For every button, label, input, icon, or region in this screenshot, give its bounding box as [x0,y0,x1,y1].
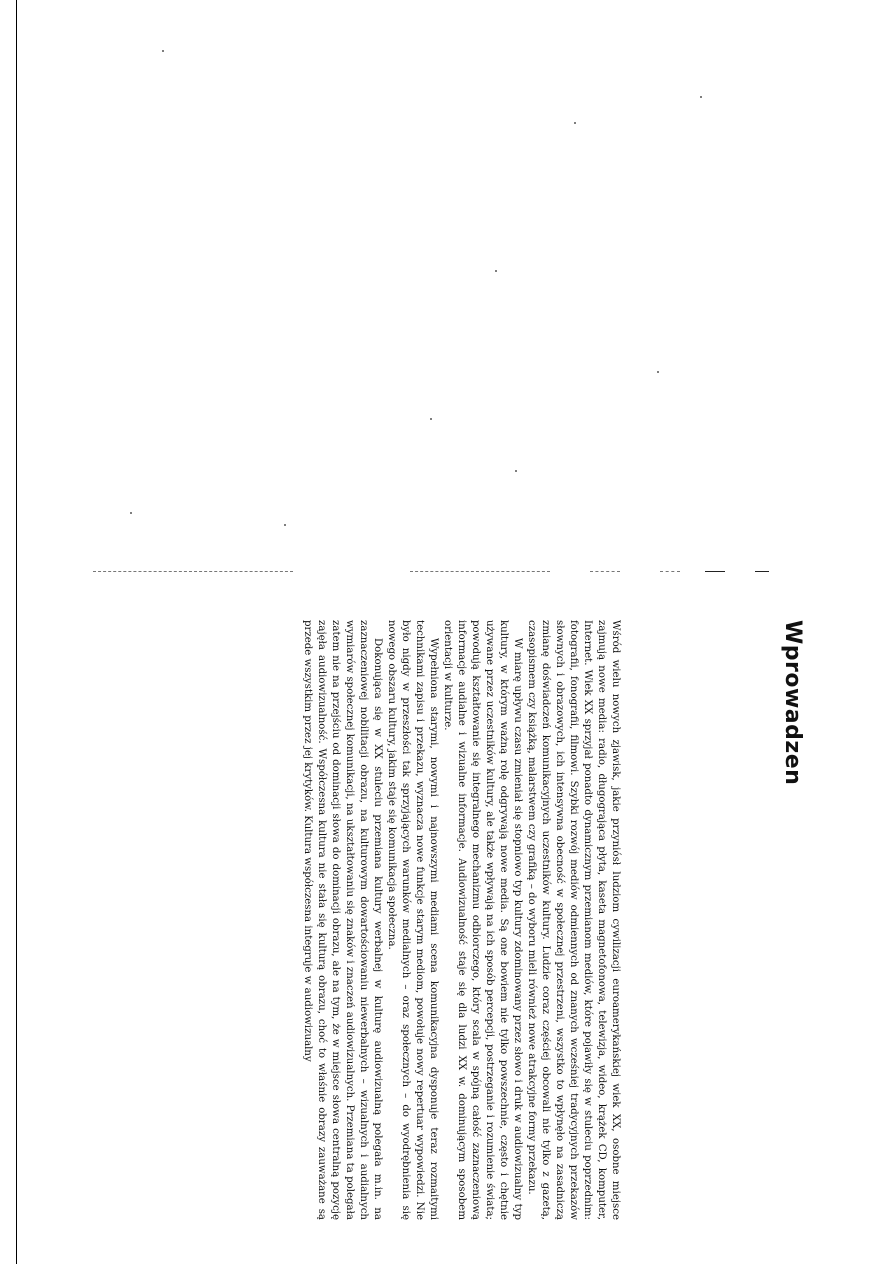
scan-artifact-line [93,571,293,572]
chapter-heading: Wprowadzen [780,620,805,786]
body-text [300,620,622,1220]
scan-artifact-line [705,571,725,572]
paragraph: Wypełniona starymi, nowymi i najnowszymi mediami scena komunikacyjna dysponuje teraz rozmaitymi technikami zapisu i przekazu, wyznacza nowe funkcje starym mediom, powołuje nowy repertuar wypowiedzi. Nie było nigdy w przeszłości tak sprzyjających warunków medialnych – oraz społecznych – do wyodrębnienia się nowego obszaru kultury, jakim staje się komunikacja społeczna. [386,620,439,1220]
paragraph: W miarę upływu czasu zmieniał się stopniowo typ kultury zdominowany przez słowo i druk w audiowizualny typ kultury, w którym ważną rolę odgrywają nowe media. Są one bowiem nie tylko powszechnie, często i chętnie używane przez uczestników kultury, ale także wpływają na ich sposób percepcji, postrzeganie i rozumienie świata; powodują kształtowanie się integralnego mechanizmu odbiorczego, który scala w spójną całość zaznaczeniową informacje audialne i wizualne informacje. Audiowizualność staje się dla ludzi XX w. dominującym sposobem orientacji w kulturze. [442,620,523,1220]
scan-artifact-line [590,571,620,572]
scan-artifact-line [755,571,769,572]
paragraph: Dokonująca się w XX stuleciu przemiana kultury werbalnej w kulturę audiowizualną polegała m.in. na zaznaczeniowej nobilitacji obrazu, na kulturowym dowartościowaniu niewerbalnych – wizualnych i audialnych wymiarów społecznej komunikacji, na ukształtowaniu się znaków i znaczeń audiowizualnych. Przemiana ta polegała zatem nie na przejściu od dominacji słowa do dominacji obrazu, ale na tym, że w miejsce słowa centralną pozycję zajęła audiowizualność. Współczesna kultura nie stała się kulturą obrazu, choć to właśnie obrazy zauważane są przede wszystkim przez jej krytyków. Kultura współczesna integruje w audiowizualny [302,620,383,1220]
rotated-book-page [205,590,805,1250]
scan-artifact-line [410,571,550,572]
paragraph: Wśród wielu nowych zjawisk, jakie przyniósł ludziom cywilizacji euroamerykańskiej wiek XX, osobne miejsce zajmują nowe media: radio, długogrająca płyta, kaseta magnetofonowa, telewizja, wideo, krążek CD, komputer, Internet. Wiek XX sprzyjał ponadto dynamicznym przemianom mediów, które pojawiły się w stuleciu poprzednim: fotografii, fonografii, filmowi. Szybki rozwój mediów odmiennych od znanych wcześniej tradycyjnych przekazów słownych i obrazowych, ich intensywna obecność w społecznej przestrzeni, wszystko to wpłynęło na zasadniczą zmianę doświadczeń komunikacyjnych uczestników kultury. Ludzie coraz częściej obcowali nie tylko z gazetą, czasopismem czy książką, malarstwem czy grafiką – do wyboru mieli również nowe atrakcyjne formy przekazu. [526,620,621,1220]
scan-artifact-line [660,571,680,572]
scan-binding-edge [16,0,17,1264]
